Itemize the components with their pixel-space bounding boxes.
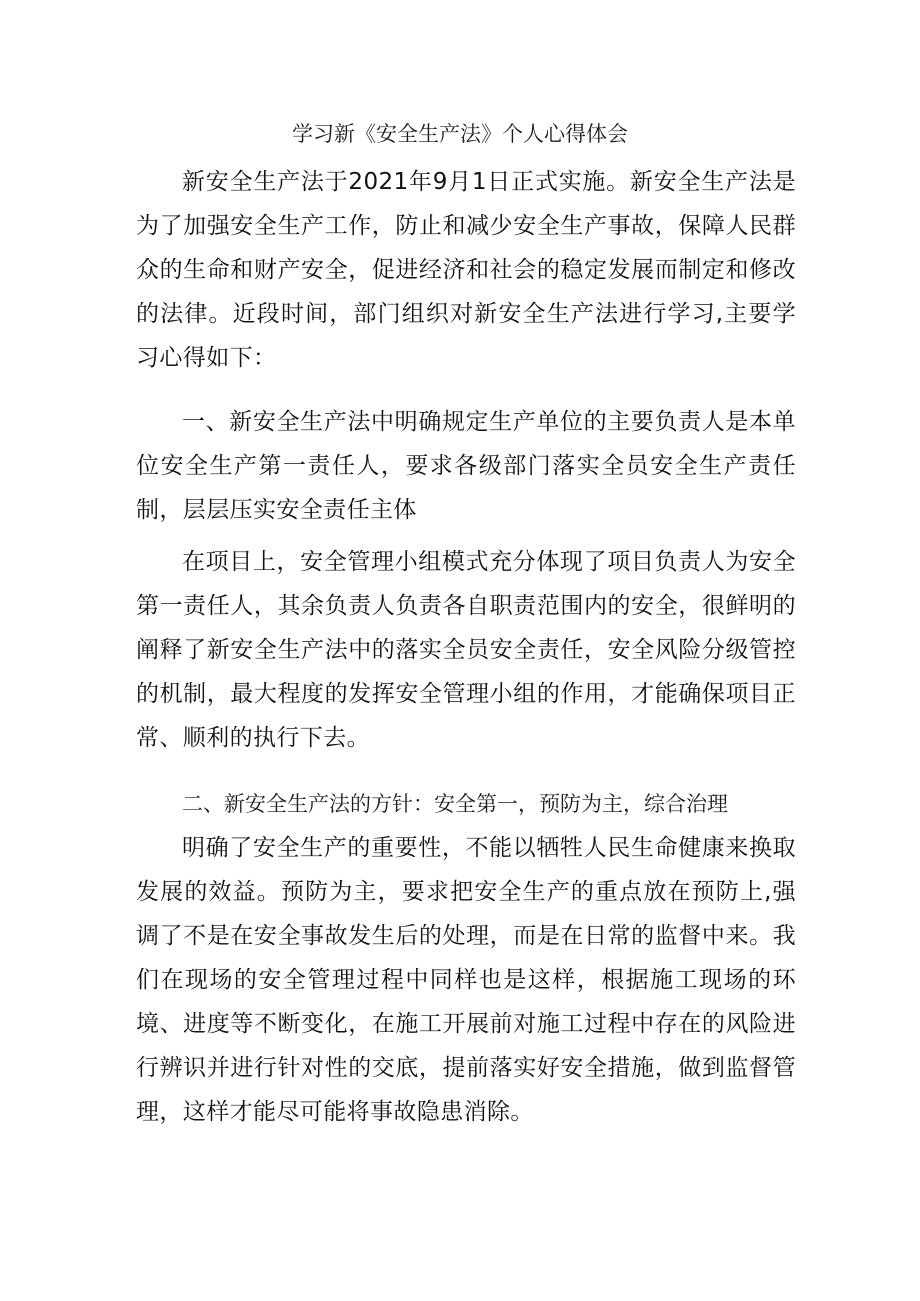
document-title: 学习新《安全生产法》个人心得体会 xyxy=(292,122,628,146)
intro-paragraph: 新安全生产法于2021年9月1日正式实施。新安全生产法是为了加强安全生产工作，防止和减少安全生产事故，保障人民群众的生命和财产安全，促进经济和社会的稳定发展而制定和修改的法律。近段时间，部门组织对新安全生产法进行学习,主要学习心得如下： xyxy=(136,169,796,371)
section-heading-1: 一、新安全生产法中明确规定生产单位的主要负责人是本单位安全生产第一责任人，要求各级部门落实全员安全生产责任制，层层压实安全责任主体 xyxy=(136,409,796,523)
section-body-1: 在项目上，安全管理小组模式充分体现了项目负责人为安全第一责任人，其余负责人负责各自职责范围内的安全，很鲜明的阐释了新安全生产法中的落实全员安全责任，安全风险分级管控的机制，最大程度的发挥安全管理小组的作用，才能确保项目正常、顺利的执行下去。 xyxy=(136,549,796,751)
section-body-2: 明确了安全生产的重要性，不能以牺牲人民生命健康来换取发展的效益。预防为主，要求把安全生产的重点放在预防上,强调了不是在安全事故发生后的处理，而是在日常的监督中来。我们在现场的安全管理过程中同样也是这样，根据施工现场的环境、进度等不断变化，在施工开展前对施工过程中存在的风险进行辨识并进行针对性的交底，提前落实好安全措施，做到监督管理，这样才能尽可能将事故隐患消除。 xyxy=(136,835,796,1125)
section-heading-2: 二、新安全生产法的方针：安全第一，预防为主，综合治理 xyxy=(182,792,728,816)
